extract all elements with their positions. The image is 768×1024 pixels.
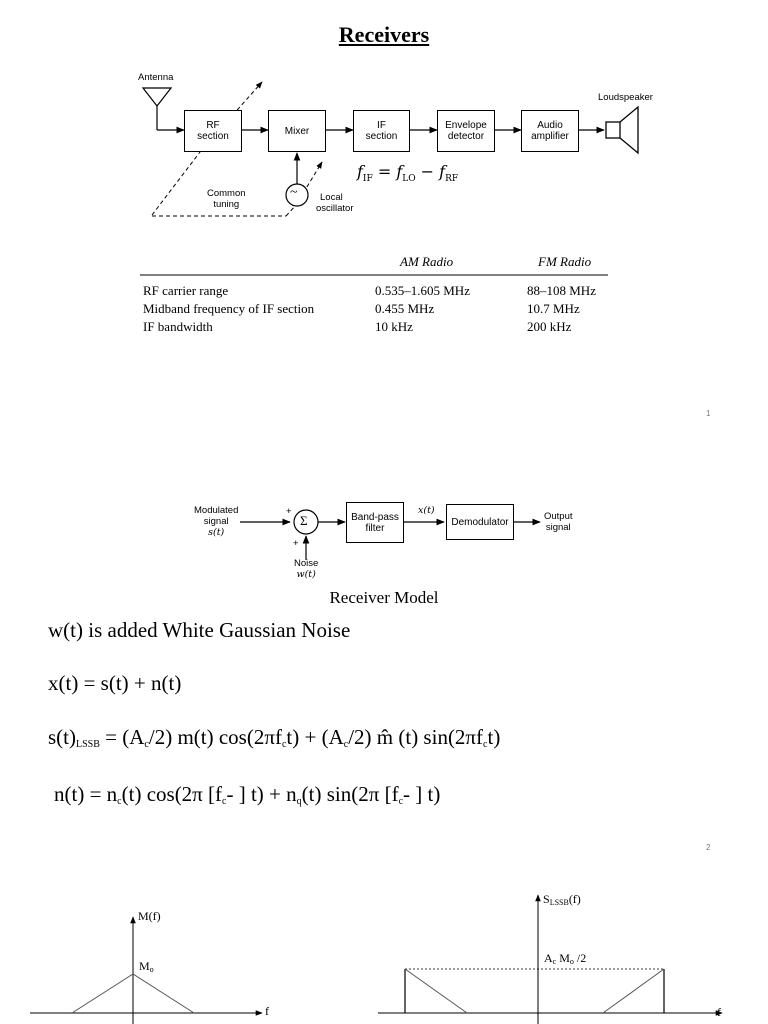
sigma-symbol: Σ — [300, 513, 308, 528]
slssb-level-label: $A_c$ $M_o$ /2 — [544, 951, 587, 966]
noise-label: Noise w(t) — [294, 558, 319, 580]
mf-peak-label: $M_o$ — [139, 959, 154, 974]
mixer-block: Mixer — [268, 110, 326, 152]
xt-label: x(t) — [418, 505, 435, 516]
antenna-icon — [143, 88, 184, 130]
table-cell: 0.535–1.605 MHz — [375, 283, 470, 298]
demodulator-block: Demodulator — [446, 504, 514, 540]
if-formula: $f_{IF} = f_{LO} - f_{RF}$ — [357, 162, 459, 185]
antenna-label: Antenna — [138, 72, 174, 83]
table-cell: 200 kHz — [527, 319, 572, 334]
loudspeaker-label: Loudspeaker — [598, 92, 653, 103]
noise-description: w(t) is added White Gaussian Noise — [48, 618, 351, 642]
table-cell: RF carrier range — [143, 283, 229, 298]
slssb-equation: $s(t)_{LSSB} = (A_c/2)$ m(t) $\cos(2\pi f_ct) + (A_c/2)$ m̂ (t) $\sin(2\pi f_ct)$ — [48, 725, 501, 750]
oscillator-symbol: ~ — [290, 185, 298, 200]
loudspeaker-icon — [606, 107, 638, 153]
bandpass-filter-block: Band-pass filter — [346, 502, 404, 543]
output-signal-label: Output signal — [544, 511, 573, 533]
local-oscillator-label: Local oscillator — [316, 192, 354, 214]
table-cell: 88–108 MHz — [527, 283, 596, 298]
common-tuning-label: Common tuning — [207, 188, 246, 210]
nt-equation: $n(t) = n_c(t)$ cos(2π [$f_c-$ ] $t) + n_q(t)$ sin(2π [$f_c-$ ] t) — [54, 782, 441, 807]
if-section-block: IF section — [353, 110, 410, 152]
table-cell: 10.7 MHz — [527, 301, 580, 316]
rf-section-block: RF section — [184, 110, 242, 152]
receiver-model-caption: Receiver Model — [329, 588, 439, 607]
audio-amplifier-block: Audio amplifier — [521, 110, 579, 152]
xt-equation: x(t) = s(t) + n(t) — [48, 671, 182, 695]
slssb-ylabel: $S_{LSSB}(f)$ — [543, 892, 581, 907]
page-title: Receivers — [338, 22, 430, 47]
page-number: 2 — [706, 843, 711, 852]
table-header-am: AM Radio — [400, 254, 454, 269]
page-number: 1 — [706, 409, 711, 418]
modulated-signal-label: Modulated signal s(t) — [194, 505, 239, 538]
table-cell: 0.455 MHz — [375, 301, 435, 316]
plus-top-label: + — [286, 506, 292, 517]
table-cell: 10 kHz — [375, 319, 413, 334]
mf-xlabel: f — [265, 1004, 269, 1018]
table-cell: IF bandwidth — [143, 319, 213, 334]
mf-ylabel: M(f) — [138, 909, 161, 923]
envelope-detector-block: Envelope detector — [437, 110, 495, 152]
plus-bottom-label: + — [293, 538, 299, 549]
slssb-xlabel: f — [717, 1005, 721, 1019]
table-cell: Midband frequency of IF section — [143, 301, 315, 316]
table-header-fm: FM Radio — [538, 254, 592, 269]
